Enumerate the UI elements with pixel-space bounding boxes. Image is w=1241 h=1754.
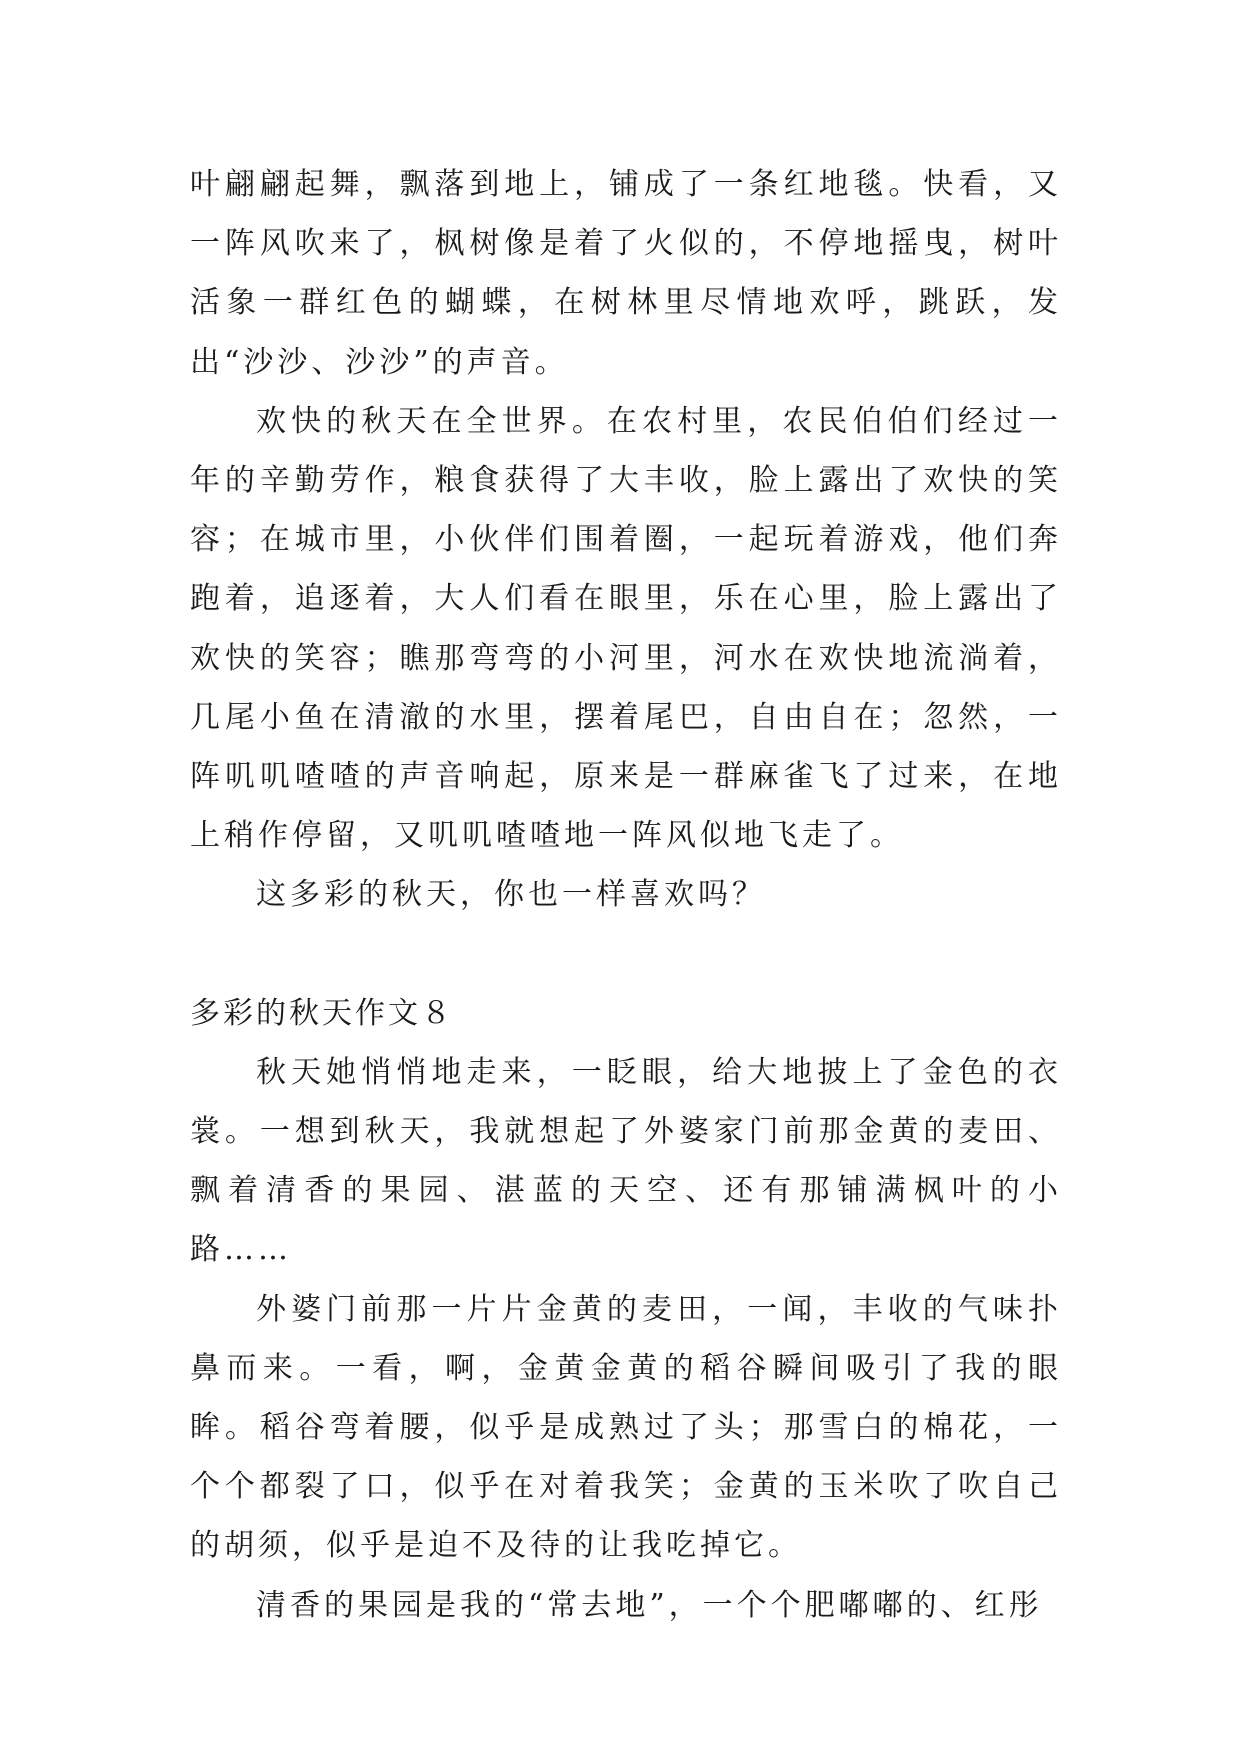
paragraph: 这多彩的秋天，你也一样喜欢吗？ [256, 877, 766, 913]
document-body [190, 155, 1062, 1635]
paragraph: 欢快的秋天在全世界。在农村里，农民伯伯们经过一年的辛勤劳作，粮食获得了大丰收，脸上露出了欢快的笑容；在城市里，小伙伴们围着圈，一起玩着游戏，他们奔跑着，追逐着，大人们看在眼里，乐在心里，脸上露出了欢快的笑容；瞧那弯弯的小河里，河水在欢快地流淌着，几尾小鱼在清澈的水里，摆着尾巴，自由自在；忽然，一阵叽叽喳喳的声音响起，原来是一群麻雀飞了过来，在地上稍作停留，又叽叽喳喳地一阵风似地飞走了。 [190, 403, 1062, 854]
paragraph: 秋天她悄悄地走来，一眨眼，给大地披上了金色的衣裳。一想到秋天，我就想起了外婆家门前那金黄的麦田、飘着清香的果园、湛蓝的天空、还有那铺满枫叶的小路…… [190, 1054, 1062, 1268]
paragraph-truncated: 清香的果园是我的“常去地”，一个个肥嘟嘟的、红彤 [256, 1587, 1043, 1623]
section-heading: 多彩的秋天作文８ [190, 995, 454, 1031]
paragraph-continued: 叶翩翩起舞，飘落到地上，铺成了一条红地毯。快看，又一阵风吹来了，枫树像是着了火似的，不停地摇曳，树叶活象一群红色的蝴蝶，在树林里尽情地欢呼，跳跃，发出“沙沙、沙沙”的声音。 [190, 167, 1062, 380]
paragraph: 外婆门前那一片片金黄的麦田，一闻，丰收的气味扑鼻而来。一看，啊，金黄金黄的稻谷瞬间吸引了我的眼眸。稻谷弯着腰，似乎是成熟过了头；那雪白的棉花，一个个都裂了口，似乎在对着我笑；金黄的玉米吹了吹自己的胡须，似乎是迫不及待的让我吃掉它。 [190, 1291, 1062, 1564]
